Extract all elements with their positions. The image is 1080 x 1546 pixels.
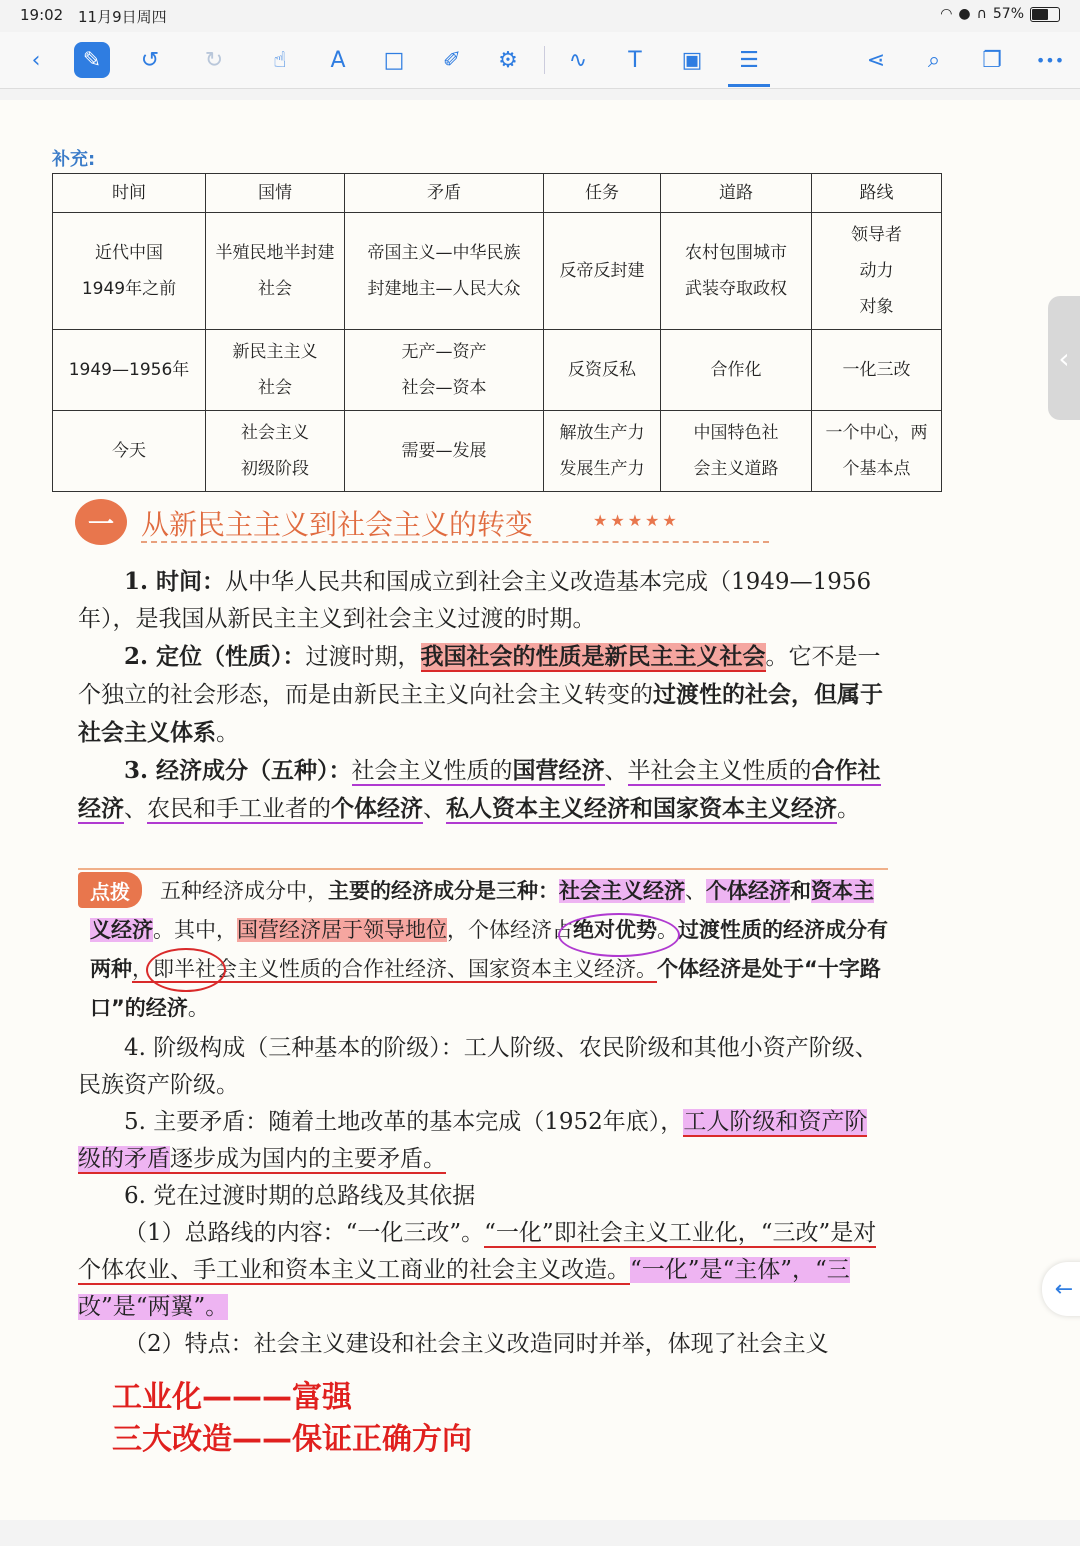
lasso-tool-button[interactable]: □: [383, 47, 405, 73]
item-6-1: （1）总路线的内容：“一化三改”。“一化”即社会主义工业化，“三改”是对个体农业、手工业和资本主义工商业的社会主义改造。“一化”是“主体”，“三改”是“两翼”。: [78, 1220, 877, 1320]
item-6-2: （2）特点：社会主义建设和社会主义改造同时并举，体现了社会主义: [124, 1331, 829, 1357]
search-button[interactable]: ⌕: [927, 47, 941, 73]
battery-percent: 57%: [992, 6, 1024, 22]
table-header: 国情: [206, 174, 345, 213]
wifi-icon: ◠: [940, 6, 953, 22]
toolbar: [0, 32, 1080, 89]
share-button[interactable]: ⋖: [866, 47, 886, 73]
status-bar: [0, 0, 1080, 32]
pointer-tool-button[interactable]: ☝: [273, 47, 287, 73]
table-cell: 合作化: [661, 330, 812, 411]
section-divider: [141, 541, 769, 543]
item-2: 2. 定位（性质）：过渡时期，我国社会的性质是新民主主义社会。它不是一个独立的社会形态，而是由新民主主义向社会主义转变的过渡性的社会，但属于社会主义体系。: [78, 643, 883, 746]
item-1: 1. 时间：从中华人民共和国成立到社会主义改造基本完成（1949—1956年），是我国从新民主主义到社会主义过渡的时期。: [78, 568, 872, 632]
table-cell: 一个中心，两 个基本点: [812, 411, 942, 492]
back-button[interactable]: ‹: [31, 47, 41, 73]
table-header: 道路: [661, 174, 812, 213]
table-header: 任务: [544, 174, 661, 213]
table-header: 时间: [53, 174, 206, 213]
undo-button[interactable]: ↺: [140, 47, 160, 73]
item-6: 6. 党在过渡时期的总路线及其依据: [124, 1183, 476, 1209]
section-title: 从新民主主义到社会主义的转变: [141, 508, 534, 541]
item-5: 5. 主要矛盾：随着土地改革的基本完成（1952年底），工人阶级和资产阶级的矛盾逐步成为国内的主要矛盾。: [78, 1109, 868, 1172]
table-cell: 需要—发展: [345, 411, 544, 492]
table-cell: 农村包围城市 武装夺取政权: [661, 213, 812, 330]
section-heading: [75, 497, 695, 549]
handwriting-button[interactable]: ∿: [568, 47, 588, 73]
table-cell: 帝国主义—中华民族 封建地主—人民大众: [345, 213, 544, 330]
annotation-circle: [558, 913, 680, 957]
battery-icon: [1030, 7, 1060, 22]
section-number: 一: [75, 499, 127, 545]
supplement-table: [52, 173, 942, 492]
tip-box: [78, 868, 888, 1020]
tip-text: 五种经济成分中，主要的经济成分是三种：社会主义经济、个体经济和资本主义经济。其中，国营经济居于领导地位，个体经济占绝对优势。过渡性质的经济成分有两种，即半社会主义性质的合作社经济、国家资本主义经济。个体经济是处于“十字路口”的经济。: [90, 879, 888, 1020]
body-text-1: [78, 563, 888, 828]
body-text-2: [78, 1030, 888, 1363]
table-cell: 领导者 动力 对象: [812, 213, 942, 330]
textbox-button[interactable]: T: [628, 47, 642, 73]
table-header-row: [53, 174, 942, 213]
table-cell: 中国特色社 会主义道路: [661, 411, 812, 492]
page-nav-button[interactable]: ←: [1042, 1262, 1080, 1316]
highlight-society-nature: 我国社会的性质是新民主主义社会: [420, 643, 766, 670]
pen-tool-button[interactable]: ✎: [74, 42, 110, 78]
image-button[interactable]: ▣: [681, 47, 703, 73]
status-time: 19:02: [20, 6, 64, 24]
focus-icon: ●: [958, 6, 971, 22]
headphones-icon: ∩: [976, 6, 987, 22]
table-row: [53, 330, 942, 411]
redo-button[interactable]: ↻: [204, 47, 224, 73]
more-button[interactable]: •••: [1035, 50, 1065, 70]
table-cell: 新民主主义 社会: [206, 330, 345, 411]
active-tab-indicator: [728, 84, 770, 87]
item-3: 3. 经济成分（五种）：社会主义性质的国营经济、半社会主义性质的合作社经济、农民和手工业者的个体经济、私人资本主义经济和国家资本主义经济。: [78, 757, 881, 822]
highlighter-tool-button[interactable]: A: [330, 47, 346, 73]
outline-button[interactable]: ☰: [739, 47, 759, 73]
table-cell: 近代中国 1949年之前: [53, 213, 206, 330]
status-date: 11月9日周四: [78, 8, 167, 26]
table-cell: 无产—资产 社会—资本: [345, 330, 544, 411]
status-right: [940, 6, 1060, 22]
highlight-main-contradiction: 工人阶级和资产阶级的矛盾: [78, 1109, 868, 1172]
annotation-circle: [146, 948, 226, 992]
table-cell: 解放生产力 发展生产力: [544, 411, 661, 492]
table-cell: 反帝反封建: [544, 213, 661, 330]
table-cell: 一化三改: [812, 330, 942, 411]
settings-button[interactable]: ⚙: [498, 47, 518, 73]
table-cell: 半殖民地半封建社会: [206, 213, 345, 330]
table-header: 矛盾: [345, 174, 544, 213]
table-header: 路线: [812, 174, 942, 213]
importance-stars: ★★★★★: [593, 511, 680, 530]
item-4: 4. 阶级构成（三种基本的阶级）：工人阶级、农民阶级和其他小资产阶级、民族资产阶级。: [78, 1035, 878, 1098]
tip-badge: 点拨: [78, 872, 142, 908]
table-row: [53, 411, 942, 492]
table-cell: 今天: [53, 411, 206, 492]
sidebar-handle[interactable]: ‹: [1048, 296, 1080, 420]
table-row: [53, 213, 942, 330]
bookmark-button[interactable]: ❐: [982, 47, 1002, 73]
table-cell: 反资反私: [544, 330, 661, 411]
handwritten-note-2: 三大改造——保证正确方向: [112, 1422, 472, 1457]
shape-tool-button[interactable]: ✐: [442, 47, 462, 73]
handwritten-note-1: 工业化———富强: [112, 1380, 352, 1415]
table-cell: 社会主义 初级阶段: [206, 411, 345, 492]
toolbar-divider: [544, 46, 545, 74]
table-cell: 1949—1956年: [53, 330, 206, 411]
supplement-label: 补充:: [52, 149, 96, 170]
